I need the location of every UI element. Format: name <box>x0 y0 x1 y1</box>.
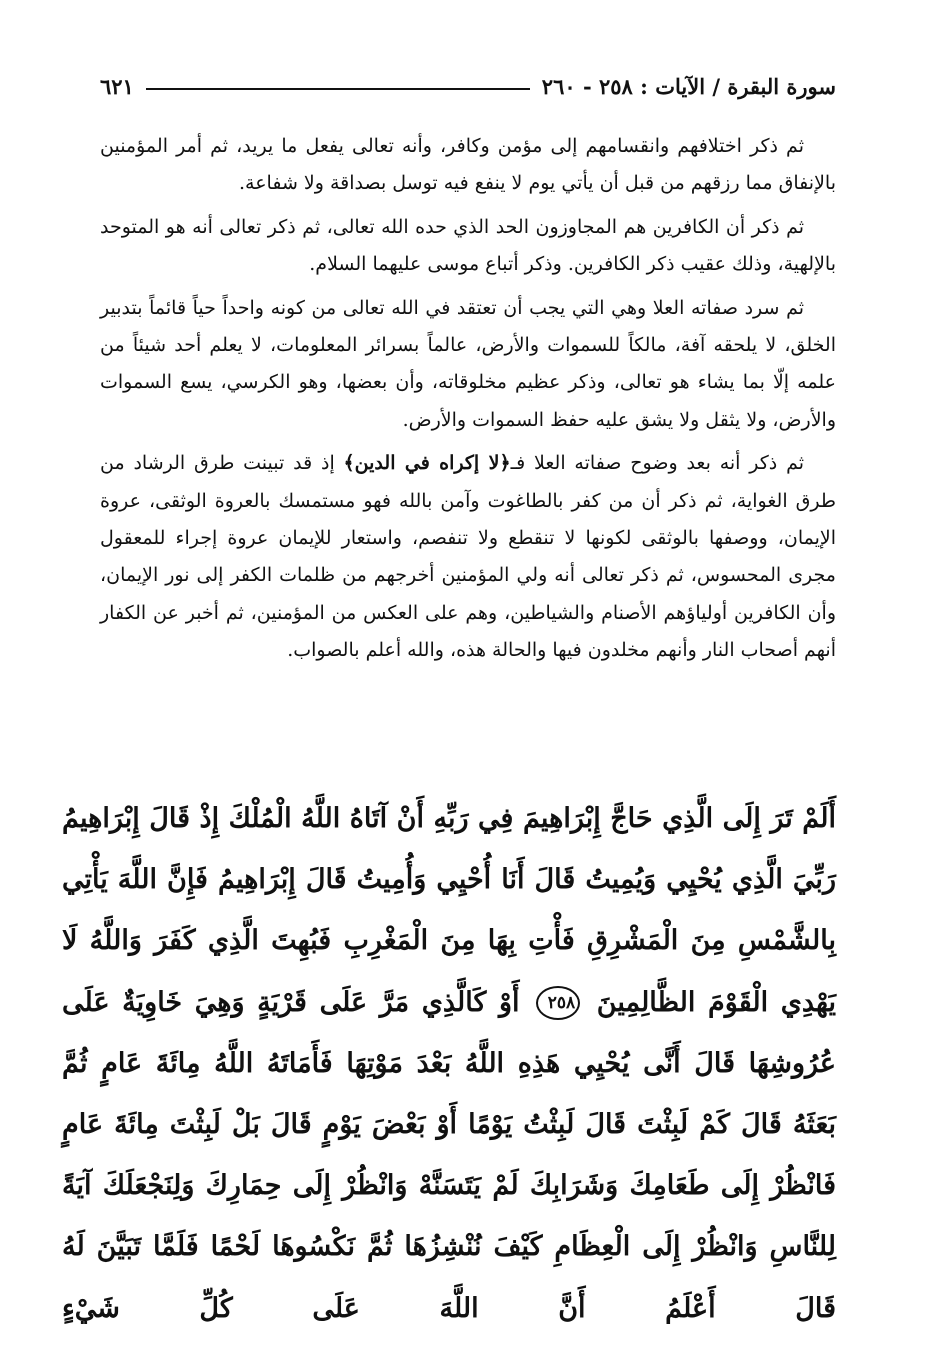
verse-259-text: أَوْ كَالَّذِي مَرَّ عَلَى قَرْيَةٍ وَهِيَ خَاوِيَةٌ عَلَى عُرُوشِهَا قَالَ أَنَّى يُحْيِي هَذِهِ اللَّهُ بَعْدَ مَوْتِهَا فَأَمَاتَهُ اللَّهُ مِائَةَ عَامٍ ثُمَّ بَعَثَهُ قَالَ كَمْ لَبِثْتَ قَالَ لَبِثْتُ يَوْمًا أَوْ بَعْضَ يَوْمٍ قَالَ بَلْ لَبِثْتَ مِائَةَ عَامٍ فَانْظُرْ إِلَى طَعَامِكَ وَشَرَابِكَ لَمْ يَتَسَنَّهْ وَانْظُرْ إِلَى حِمَارِكَ وَلِنَجْعَلَكَ آيَةً لِلنَّاسِ وَانْظُرْ إِلَى الْعِظَامِ كَيْفَ نُنْشِزُهَا ثُمَّ نَكْسُوهَا لَحْمًا فَلَمَّا تَبَيَّنَ لَهُ قَالَ أَعْلَمُ أَنَّ اللَّهَ عَلَى كُلِّ شَيْءٍ <box>62 986 836 1324</box>
quran-verse-block <box>62 788 836 1339</box>
header-title: سورة البقرة / الآيات : ٢٥٨ - ٢٦٠ <box>541 73 836 99</box>
running-header <box>100 66 836 106</box>
paragraph-2: ثم ذكر أن الكافرين هم المجاوزون الحد الذي حده الله تعالى، ثم ذكر تعالى أنه هو المتوحد بالإلهية، وذلك عقيب ذكر الكافرين. وذكر أتباع موسى عليهما السلام. <box>100 215 836 276</box>
quran-quote: ﴿لا إكراه في الدين﴾ <box>343 452 511 475</box>
paragraph-3: ثم سرد صفاته العلا وهي التي يجب أن تعتقد في الله تعالى من كونه واحداً حياً قائماً بتدبير الخلق، لا يلحقه آفة، مالكاً للسموات والأرض، عالماً بسرائر المعلومات، لا يعلم أحد شيئاً من علمه إلّا بما يشاء هو تعالى، وذكر عظيم مخلوقاته، وأن بعضها، وهو الكرسي، يسع السموات والأرض، ولا يثقل ولا يشق عليه حفظ السموات والأرض. <box>100 296 836 431</box>
paragraph-4-body: إذ قد تبينت طرق الرشاد من طرق الغواية، ثم ذكر أن من كفر بالطاغوت وآمن بالله فهو مستمسك بالعروة الوثقى، عروة الإيمان، ووصفها بالوثقى لكونها لا تنقطع ولا تنفصم، واستعار للإيمان عروة إجراء للمعقول مجرى المحسوس، ثم ذكر تعالى أنه ولي المؤمنين أخرجهم من ظلمات الكفر إلى نور الإيمان، وأن الكافرين أولياؤهم الأصنام والشياطين، وهم على العكس من المؤمنين، ثم أخبر عن الكفار أنهم أصحاب النار وأنهم مخلدون فيها والحالة هذه، والله أعلم بالصواب. <box>100 452 836 662</box>
paragraph-1: ثم ذكر اختلافهم وانقسامهم إلى مؤمن وكافر، وأنه تعالى يفعل ما يريد، ثم أمر المؤمنين بالإنفاق مما رزقهم من قبل أن يأتي يوم لا ينفع فيه توسل بصداقة ولا شفاعة. <box>100 135 836 195</box>
verse-258-text: أَلَمْ تَرَ إِلَى الَّذِي حَاجَّ إِبْرَاهِيمَ فِي رَبِّهِ أَنْ آتَاهُ اللَّهُ الْمُلْكَ إِذْ قَالَ إِبْرَاهِيمُ رَبِّيَ الَّذِي يُحْيِي وَيُمِيتُ قَالَ أَنَا أُحْيِي وَأُمِيتُ قَالَ إِبْرَاهِيمُ فَإِنَّ اللَّهَ يَأْتِي بِالشَّمْسِ مِنَ الْمَشْرِقِ فَأْتِ بِهَا مِنَ الْمَغْرِبِ فَبُهِتَ الَّذِي كَفَرَ وَاللَّهُ لَا يَهْدِي الْقَوْمَ الظَّالِمِينَ <box>62 803 836 1018</box>
paragraph-4-lead: ثم ذكر أنه بعد وضوح صفاته العلا فـ <box>510 452 805 475</box>
page-number: ٦٢١ <box>100 73 134 99</box>
paragraph-4 <box>100 445 836 669</box>
ayah-number-marker: ٢٥٨ <box>536 986 580 1020</box>
header-rule <box>146 88 530 90</box>
commentary-text <box>100 128 836 676</box>
